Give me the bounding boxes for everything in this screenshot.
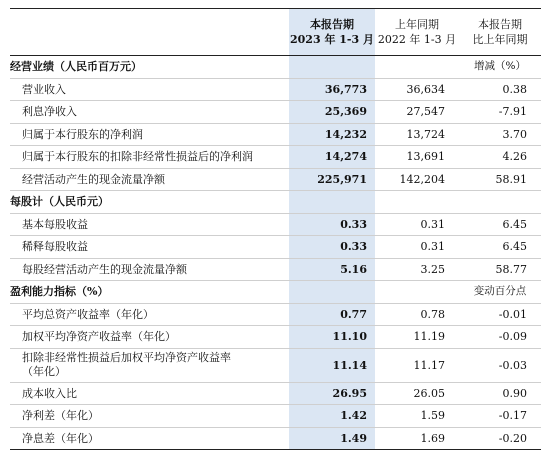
header-current-line2: 2023 年 1-3 月 bbox=[290, 33, 374, 46]
row-prior-value: 0.31 bbox=[375, 236, 459, 259]
row-current-value: 225,971 bbox=[289, 168, 375, 191]
row-prior-value: 27,547 bbox=[375, 101, 459, 124]
table-row bbox=[10, 258, 541, 281]
table-row bbox=[10, 123, 541, 146]
section-row-operating-results bbox=[10, 56, 541, 79]
table-row bbox=[10, 78, 541, 101]
row-current-value: 0.33 bbox=[289, 236, 375, 259]
row-current-value: 25,369 bbox=[289, 101, 375, 124]
row-prior-value: 13,691 bbox=[375, 146, 459, 169]
row-prior-value: 0.31 bbox=[375, 213, 459, 236]
row-prior-value: 26.05 bbox=[375, 382, 459, 405]
row-current-value: 0.33 bbox=[289, 213, 375, 236]
row-prior-value: 0.78 bbox=[375, 303, 459, 326]
row-label: 成本收入比 bbox=[10, 382, 289, 405]
row-prior-value: 142,204 bbox=[375, 168, 459, 191]
section-current-cell bbox=[289, 56, 375, 79]
row-prior-value: 1.59 bbox=[375, 405, 459, 428]
row-change-value: -0.17 bbox=[459, 405, 541, 428]
row-current-value: 14,274 bbox=[289, 146, 375, 169]
row-prior-value: 11.19 bbox=[375, 326, 459, 349]
section-prior-cell bbox=[375, 281, 459, 304]
header-current-period bbox=[289, 9, 375, 56]
row-current-value: 14,232 bbox=[289, 123, 375, 146]
row-label: 加权平均净资产收益率（年化） bbox=[10, 326, 289, 349]
row-label-line1: 扣除非经常性损益后加权平均净资产收益率 bbox=[22, 351, 231, 364]
section-note: 变动百分点 bbox=[459, 281, 541, 304]
row-change-value: 58.91 bbox=[459, 168, 541, 191]
table-row bbox=[10, 236, 541, 259]
row-current-value: 1.49 bbox=[289, 427, 375, 450]
row-label: 每股经营活动产生的现金流量净额 bbox=[10, 258, 289, 281]
section-row-profitability bbox=[10, 281, 541, 304]
table-header-row bbox=[10, 9, 541, 56]
row-prior-value: 1.69 bbox=[375, 427, 459, 450]
row-change-value: 0.38 bbox=[459, 78, 541, 101]
row-label: 经营活动产生的现金流量净额 bbox=[10, 168, 289, 191]
row-label bbox=[10, 348, 289, 382]
row-current-value: 11.14 bbox=[289, 348, 375, 382]
row-label: 营业收入 bbox=[10, 78, 289, 101]
row-prior-value: 3.25 bbox=[375, 258, 459, 281]
table-row bbox=[10, 146, 541, 169]
row-label: 基本每股收益 bbox=[10, 213, 289, 236]
section-title: 经营业绩（人民币百万元） bbox=[10, 56, 289, 79]
table-row bbox=[10, 382, 541, 405]
row-current-value: 26.95 bbox=[289, 382, 375, 405]
row-current-value: 11.10 bbox=[289, 326, 375, 349]
row-change-value: 6.45 bbox=[459, 236, 541, 259]
table-row bbox=[10, 213, 541, 236]
header-change bbox=[459, 9, 541, 56]
row-label: 利息净收入 bbox=[10, 101, 289, 124]
section-title: 盈利能力指标（%） bbox=[10, 281, 289, 304]
row-label: 平均总资产收益率（年化） bbox=[10, 303, 289, 326]
table-row bbox=[10, 405, 541, 428]
row-change-value: -0.20 bbox=[459, 427, 541, 450]
row-change-value: 6.45 bbox=[459, 213, 541, 236]
table-row bbox=[10, 427, 541, 450]
row-change-value: 4.26 bbox=[459, 146, 541, 169]
row-change-value: 58.77 bbox=[459, 258, 541, 281]
financial-summary-table bbox=[10, 8, 541, 450]
header-change-line1: 本报告期 bbox=[478, 18, 522, 31]
row-change-value: 3.70 bbox=[459, 123, 541, 146]
row-prior-value: 36,634 bbox=[375, 78, 459, 101]
section-note: 增减（%） bbox=[459, 56, 541, 79]
row-current-value: 1.42 bbox=[289, 405, 375, 428]
row-label: 归属于本行股东的净利润 bbox=[10, 123, 289, 146]
section-prior-cell bbox=[375, 56, 459, 79]
row-current-value: 0.77 bbox=[289, 303, 375, 326]
section-prior-cell bbox=[375, 191, 459, 214]
row-change-value: -7.91 bbox=[459, 101, 541, 124]
table-row bbox=[10, 326, 541, 349]
row-change-value: 0.90 bbox=[459, 382, 541, 405]
row-label: 稀释每股收益 bbox=[10, 236, 289, 259]
row-label: 净利差（年化） bbox=[10, 405, 289, 428]
header-prior-line2: 2022 年 1-3 月 bbox=[377, 33, 457, 46]
row-prior-value: 11.17 bbox=[375, 348, 459, 382]
table-row bbox=[10, 303, 541, 326]
header-prior-period bbox=[375, 9, 459, 56]
row-change-value: -0.09 bbox=[459, 326, 541, 349]
section-note bbox=[459, 191, 541, 214]
row-current-value: 36,773 bbox=[289, 78, 375, 101]
table-row bbox=[10, 168, 541, 191]
row-label-line2: （年化） bbox=[22, 365, 66, 378]
table-row bbox=[10, 348, 541, 382]
header-label-col bbox=[10, 9, 289, 56]
row-change-value: -0.01 bbox=[459, 303, 541, 326]
row-current-value: 5.16 bbox=[289, 258, 375, 281]
row-prior-value: 13,724 bbox=[375, 123, 459, 146]
row-label: 归属于本行股东的扣除非经常性损益后的净利润 bbox=[10, 146, 289, 169]
header-change-line2: 比上年同期 bbox=[472, 33, 528, 46]
row-label: 净息差（年化） bbox=[10, 427, 289, 450]
section-current-cell bbox=[289, 191, 375, 214]
section-row-per-share bbox=[10, 191, 541, 214]
header-current-line1: 本报告期 bbox=[310, 18, 354, 31]
section-title: 每股计（人民币元） bbox=[10, 191, 289, 214]
header-prior-line1: 上年同期 bbox=[395, 18, 439, 31]
table-row bbox=[10, 101, 541, 124]
section-current-cell bbox=[289, 281, 375, 304]
row-change-value: -0.03 bbox=[459, 348, 541, 382]
